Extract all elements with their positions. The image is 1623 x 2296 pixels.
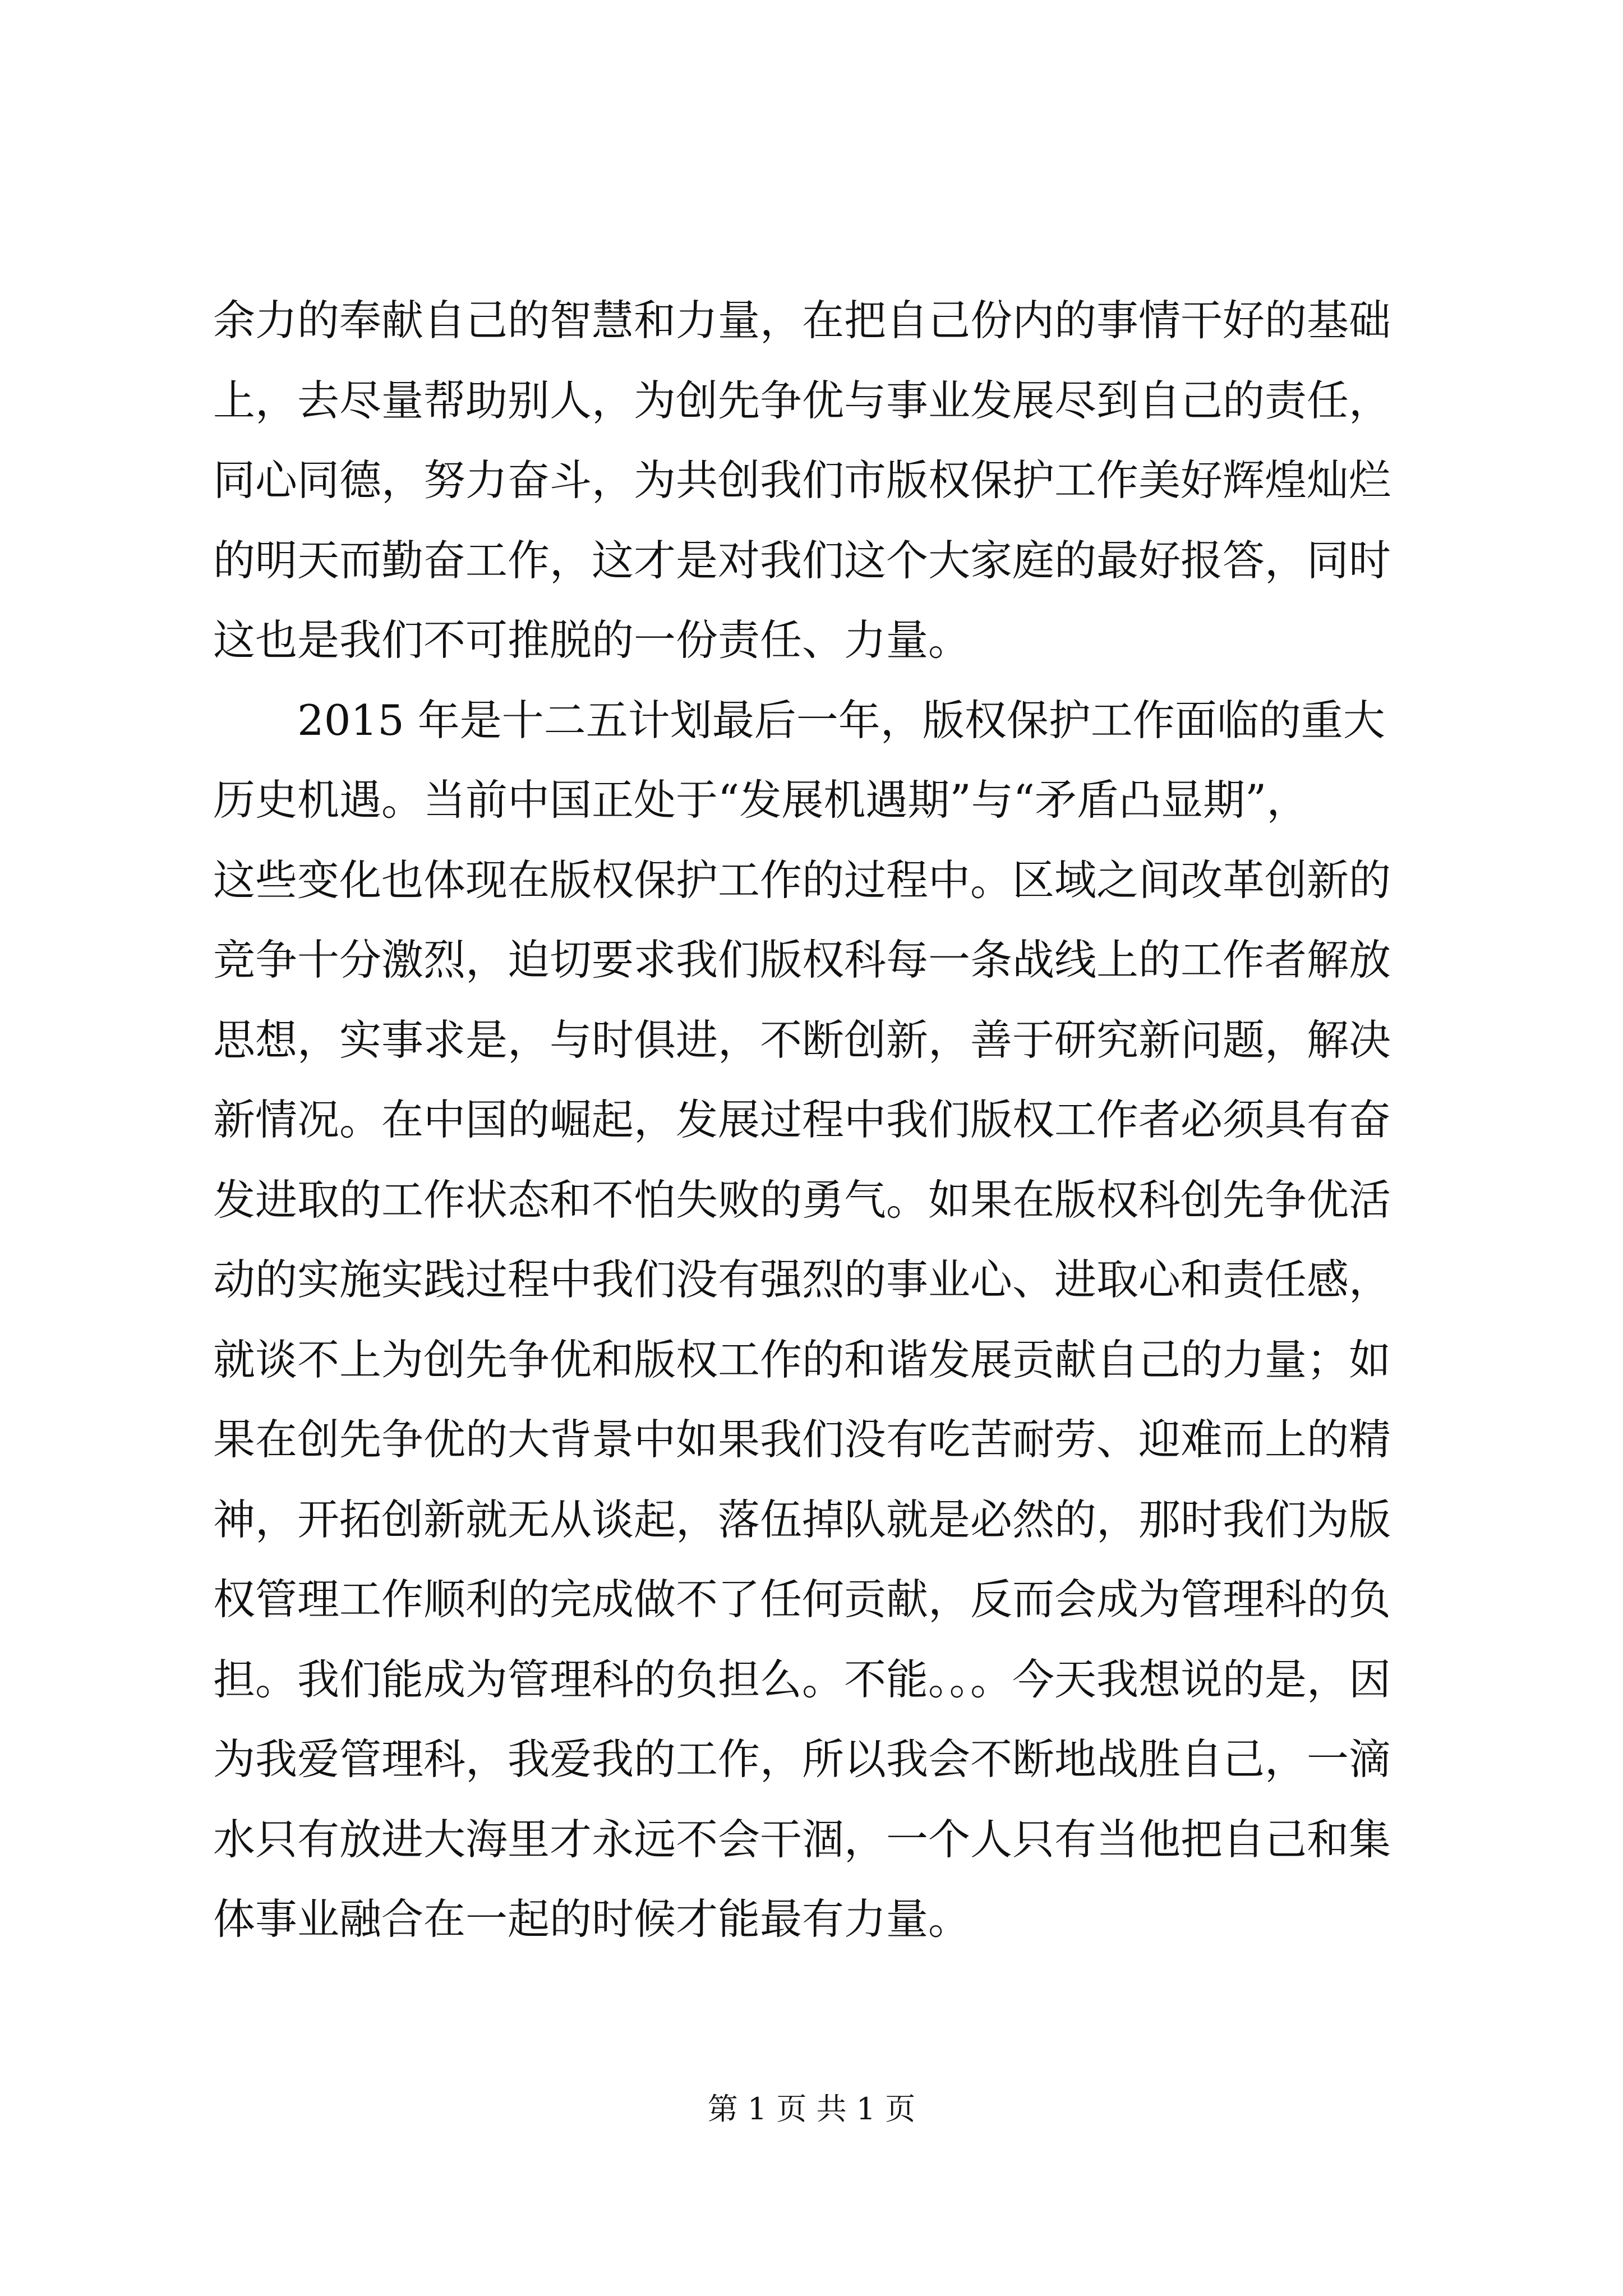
text-line: 这也是我们不可推脱的一份责任、力量。 [213,615,971,665]
text-line: 这些变化也体现在版权保护工作的过程中。区域之间改革创新的 [213,855,1391,905]
text-line: 就谈不上为创先争优和版权工作的和谐发展贡献自己的力量；如 [213,1335,1391,1384]
text-line: 体事业融合在一起的时候才能最有力量。 [213,1894,971,1944]
text-line: 思想，实事求是，与时俱进，不断创新，善于研究新问题，解决 [213,1015,1391,1065]
text-line: 果在创先争优的大背景中如果我们没有吃苦耐劳、迎难而上的精 [213,1415,1391,1464]
text-line: 担。我们能成为管理科的负担么。不能。。。今天我想说的是，因 [213,1654,1391,1704]
text-line: 发进取的工作状态和不怕失败的勇气。如果在版权科创先争优活 [213,1175,1391,1225]
text-line: 同心同德，努力奋斗，为共创我们市版权保护工作美好辉煌灿烂 [213,455,1391,505]
text-line: 新情况。在中国的崛起，发展过程中我们版权工作者必须具有奋 [213,1095,1391,1144]
text-line: 上，去尽量帮助别人，为创先争优与事业发展尽到自己的责任， [213,375,1391,425]
text-line: 权管理工作顺利的完成做不了任何贡献，反而会成为管理科的负 [213,1575,1391,1624]
text-line: 余力的奉献自己的智慧和力量，在把自己份内的事情干好的基础 [213,296,1391,345]
paragraph-2 [213,680,1424,1959]
body-text [213,280,1424,1959]
text-line: 神，开拓创新就无从谈起，落伍掉队就是必然的，那时我们为版 [213,1494,1391,1544]
paragraph-1 [213,280,1424,680]
text-line: 水只有放进大海里才永远不会干涸，一个人只有当他把自己和集 [213,1814,1391,1864]
text-line: 2015 年是十二五计划最后一年，版权保护工作面临的重大 [213,695,1385,745]
text-line: 动的实施实践过程中我们没有强烈的事业心、进取心和责任感， [213,1255,1391,1304]
text-line: 为我爱管理科，我爱我的工作，所以我会不断地战胜自己，一滴 [213,1734,1391,1784]
text-line: 的明天而勤奋工作，这才是对我们这个大家庭的最好报答，同时 [213,535,1391,585]
text-line: 历史机遇。当前中国正处于“发展机遇期”与“矛盾凸显期”， [213,775,1309,825]
text-line: 竞争十分激烈，迫切要求我们版权科每一条战线上的工作者解放 [213,935,1391,984]
page-footer: 第 1 页 共 1 页 [707,2091,916,2127]
